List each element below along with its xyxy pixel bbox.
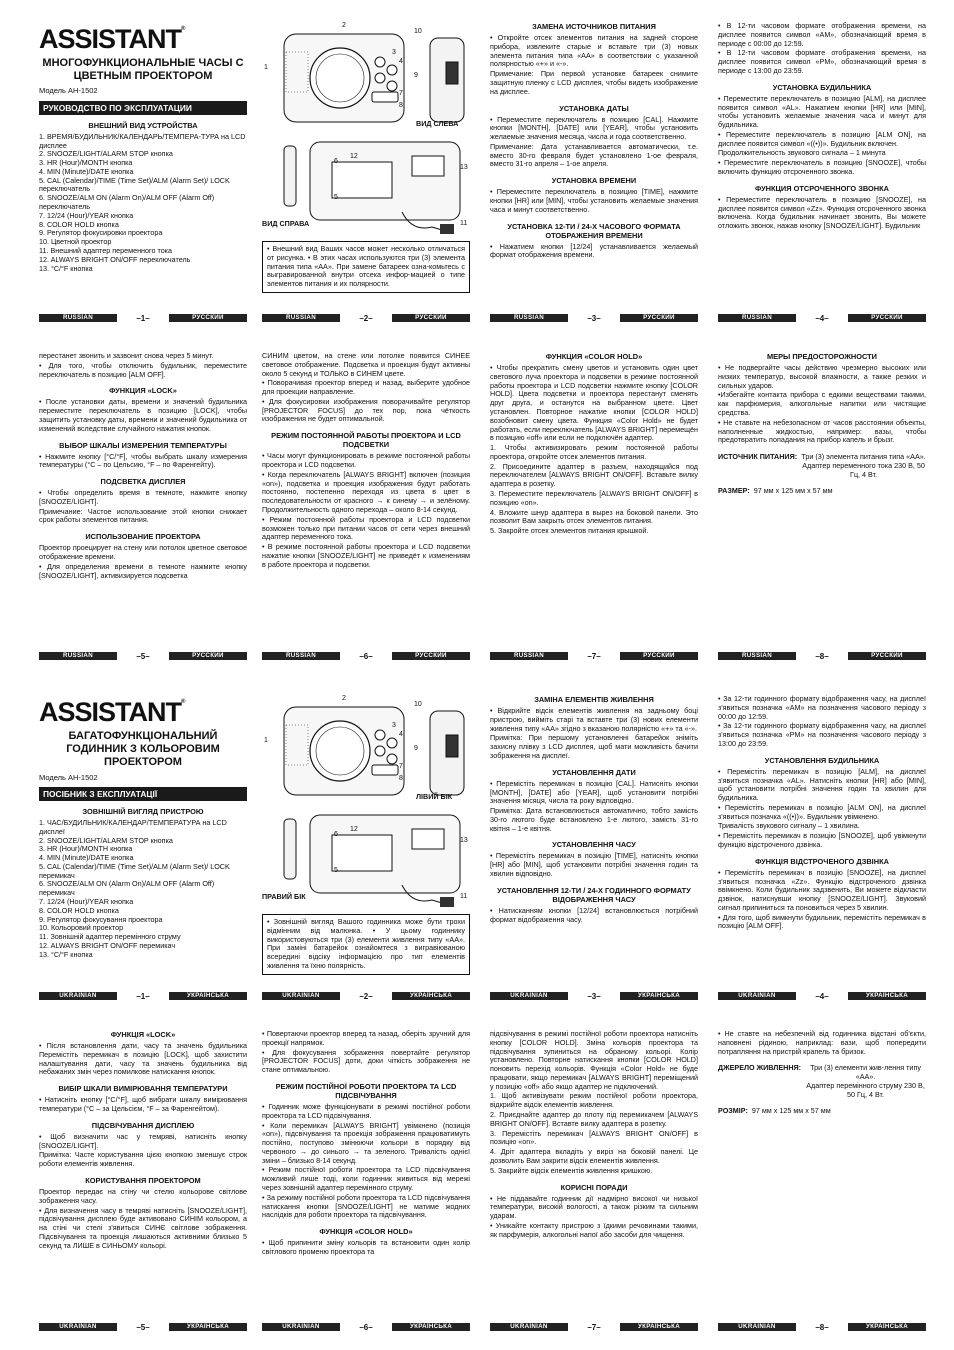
paragraph: • Для фокусировки изображения поворачивайте регулятор [PROJECTOR FOCUS] до тех пор, пока чёткость изображения не будет оптимальной. [262,396,470,424]
parts-list-item: 11. Зовнішній адаптер перемінного струму [39,932,181,942]
section-heading: ФУНКЦИЯ «LOCK» [109,386,177,396]
lang-tag-local: РУССКИЙ [392,652,470,660]
paragraph: перестанет звонить и зазвонит снова через 5 минут. [39,352,214,360]
lang-tag: RUSSIAN [718,314,796,322]
paragraph: 1. Щоб активізувати режим постійної роботи проектора, відкрийте відсік елементів живлення. [490,1091,698,1110]
footer [718,652,926,660]
section-heading: РЕЖИМ ПОСТІЙНОЇ РОБОТИ ПРОЕКТОРА ТА LCD ПІДСВІЧУВАННЯ [275,1081,457,1100]
paragraph: • Не подвергайте часы действию чрезмерно высоких или низких температур, высокой влажности, а также резких и сильных ударов. [718,363,926,390]
ua-page-7 [490,1030,698,1320]
product-title: МНОГОФУНКЦИОНАЛЬНЫЕ ЧАСЫ С ЦВЕТНЫМ ПРОЕКТОРОМ [42,57,244,83]
lang-tag-local: РУССКИЙ [620,652,698,660]
parts-list-item: 2. SNOOZE/LIGHT/ALARM STOP кнопка [39,149,173,159]
section-heading: ПОДСВЕТКА ДИСПЛЕЯ [100,477,186,487]
footer [490,992,698,1000]
paragraph: • В 12-ти часовом формате отображения времени, на дисплее появится символ «PM», обозначающий время в периоде с 13:00 до 23:59. [718,48,926,75]
page-number: –7– [587,1322,601,1332]
footer [718,1323,926,1331]
size-label: РОЗМІР: [718,1106,748,1116]
device-diagram [262,22,470,237]
callout-3: 3 [392,49,396,56]
page-number: –6– [359,651,373,661]
callout-12: 12 [350,153,358,160]
ua-page-2 [262,695,470,985]
view-left-label: ЛІВИЙ БІК [416,792,453,801]
paragraph: • Поворачивая проектор вперед и назад, выберите удобное для проекции направление. [262,378,470,397]
model-number: Модель AH-1502 [39,772,98,782]
paragraph: підсвічування в режимі постійної роботи проектора натисніть кнопку [COLOR HOLD]. Зміна кольорів проектора та підсвічування зупиниться на обраному кольорі. Колір установлено. Повторне натискання кнопки [COLOR HOLD] поновить перехід кольорів. Функція «Color Hold» не буде працювати, якщо перемикач [ALWAYS BRIGHT] переміщений у позицію «off» або якщо адаптер не підключений. [490,1030,698,1091]
power-label: ДЖЕРЕЛО ЖИВЛЕННЯ: [718,1063,802,1073]
paragraph: 2. Приєднайте адаптер до плоту під перемикачем [ALWAYS BRIGHT ON/OFF]. Вставте вилку адаптера в розетку. [490,1110,698,1128]
product-title: БАГАТОФУНКЦІОНАЛЬНИЙ ГОДИННИК З КОЛЬОРОВИМ ПРОЕКТОРОМ [66,730,220,769]
paragraph: • Відкрийте відсік елементів живлення на задньому боці пристрою, вийміть старі та вставте три (3) нових елементи живлення типу «AA» згідно з вказаною полярністю «+» та «-». [490,706,698,733]
footer [39,992,247,1000]
callout-2: 2 [342,695,346,702]
parts-list-item: 6. SNOOZE/ALM ON (Alarm On)/ALM OFF (Alarm Off) переключатель [39,193,215,212]
parts-list-item: 7. 12/24 (Hour)/YEAR кнопка [39,897,134,907]
ua-page-6 [262,1030,470,1320]
lang-tag: UKRAINIAN [490,992,568,1000]
size-spec [718,1107,926,1116]
section-heading: УСТАНОВКА БУДИЛЬНИКА [772,82,872,92]
footer [718,992,926,1000]
callout-10: 10 [414,28,422,35]
paragraph: 5. Закрийте відсік елементів живлення кришкою. [490,1165,653,1175]
section-heading: КОРИСТУВАННЯ ПРОЕКТОРОМ [85,1175,201,1185]
parts-list-item: 3. HR (Hour)/MONTH кнопка [39,844,133,854]
paragraph: • В режиме постоянной работы проектора и LCD подсветки нажатие кнопки [SNOOZE/LIGHT] не приведёт к изменениям в работе проектора и подсветки. [262,542,470,569]
page-number: –4– [815,313,829,323]
note-box: • Внешний вид Ваших часов может несколько отличаться от рисунка. • В этих часах используются три (3) элемента питания типа «AA». При замене батареек озна-комьтесь с выгравированной внутри отсека инфор-мацией о типе элементов питания и их полярности. [262,241,470,293]
lang-tag: UKRAINIAN [718,992,796,1000]
page-number: –3– [587,313,601,323]
paragraph: • Не ставте на небезпечній від годинника відстані об'єкти, наповнені рідиною, наприклад: вази, щоб попередити потрапляння на пристрій крапель та бризок. [718,1030,926,1056]
lang-tag-local: УКРАЇНСЬКА [848,1323,926,1331]
section-heading: ЗАМІНА ЕЛЕМЕНТІВ ЖИВЛЕННЯ [534,695,654,704]
lang-tag-local: РУССКИЙ [169,314,247,322]
paragraph: 5. Закройте отсек элементов питания крышкой. [490,526,649,536]
paragraph: • Режим постійної роботи проектора та LCD підсвічування можливий лише тоді, коли годинник живиться від мережі через зовнішній адаптер перемінного струму. [262,1165,470,1192]
lang-tag-local: РУССКИЙ [169,652,247,660]
lang-tag: UKRAINIAN [39,992,117,1000]
section-heading: УСТАНОВКА 12-ТИ / 24-Х ЧАСОВОГО ФОРМАТА ОТОБРАЖЕНИЯ ВРЕМЕНИ [507,221,681,240]
safety-tips [718,1030,926,1056]
paragraph: • Переместите переключатель в позицию [SNOOZE], чтобы включить функцию отсроченного звонка. [718,158,926,176]
paragraph: •Избегайте контакта прибора с едкими веществами такими, как парфюмерия, алкогольные напитки или чистящие средства. [718,390,926,417]
page-number: –8– [815,1322,829,1332]
lang-tag-local: УКРАЇНСЬКА [620,1323,698,1331]
paragraph: • Перемістіть перемикач в позицію [TIME], натисніть кнопки [HR] або [MIN], щоб установити потрібні значення годин та хвилин відповідно. [490,851,698,879]
ua-page-5 [39,1030,247,1320]
page-number: –5– [136,1322,150,1332]
brand-logo: ASSISTANT® [39,24,186,54]
ru-page-3 [490,22,698,312]
section-heading: КОРИСНІ ПОРАДИ [560,1182,628,1192]
footer [39,314,247,322]
page-number: –2– [359,313,373,323]
callout-6: 6 [334,831,338,838]
brand-logo: ASSISTANT® [39,697,186,727]
footer [490,314,698,322]
view-right-label: ВИД СПРАВА [262,219,310,228]
paragraph: • Щоб припинити зміну кольорів та встановити один колір світлового променю проектора та [262,1238,470,1256]
lang-tag-local: УКРАЇНСЬКА [620,992,698,1000]
footer [262,1323,470,1331]
paragraph: Продолжительность звукового сигнала – 1 минута [718,148,886,158]
ru-page-1 [39,22,247,312]
paragraph: • Нажмите кнопку [°C/°F], чтобы выбрать шкалу измерения температуры (°C – по Цельсию, °F – по Фаренгейту). [39,451,247,470]
parts-list-item: 4. MIN (Minute)/DATE кнопка [39,166,134,176]
paragraph: 2. Присоедините адаптер в разъем, находящийся под переключателем [ALWAYS BRIGHT ON/OFF]. Вставьте вилку адаптера в розетку. [490,461,698,489]
size-value: 97 мм х 125 мм х 57 мм [751,1106,831,1116]
paragraph: • За 12-ти годинного формату відображення часу, на дисплеї з'явиться позначка «PM» на позначення часового періоду з 13:00 до 23:59. [718,721,926,748]
paragraph: • Часы могут функционировать в режиме постоянной работы проектора и LCD подсветки. [262,451,470,470]
paragraph: Примітка: При першому установленні батарейок зніміть захисну плівку з LCD дисплея, щоб мати можливість бачити зображення на дисплеї. [490,733,698,760]
section-heading: ЗАМЕНА ИСТОЧНИКОВ ПИТАНИЯ [532,22,656,31]
paragraph: Примечание: Дата устанавливается автоматически, т.е. вместо 30-го февраля будет установлено 1-ое февраля, вместо 31-го апреля – 1-ое апреля. [490,141,698,169]
lang-tag-local: РУССКИЙ [848,652,926,660]
power-values [805,1064,926,1099]
parts-list-item: 8. COLOR HOLD кнопка [39,219,119,229]
paragraph: 1. Чтобы активизировать режим постоянной работы проектора, откройте отсек элементов питания. [490,443,698,461]
callout-1: 1 [264,64,268,71]
section-heading: УСТАНОВКА ДАТЫ [559,103,629,113]
paragraph: • Перемістіть перемикач в позицію [SNOOZE], на дисплеї з'явиться позначка «Zz». Функцію відстроченого дзвінка ввімкнено. Коли будильник задзвенить, Ви можете відкласти дзвінок, натиснувши кнопку [SNOOZE/LIGHT]. Звуковий сигнал припиниться та поновиться через 5 хвилин. [718,867,926,912]
section-heading: МЕРЫ ПРЕДОСТОРОЖНОСТИ [767,352,877,361]
paragraph: Примечание: Частое использование этой кнопки снижает срок работы элементов питания. [39,506,247,525]
paragraph: • Після встановлення дати, часу та значень будильника Перемістіть перемикач в позицію [LOCK], щоб захистити налаштування дати, часу та значень будильника від небажаних змін через помилкове натискання кнопок. [39,1041,247,1077]
lang-tag-local: УКРАЇНСЬКА [169,1323,247,1331]
footer [718,314,926,322]
clock-illustration [262,695,470,910]
paragraph: • Откройте отсек элементов питания на задней стороне прибора, извлеките старые и вставьте три (3) новых элемента питания типа «AA» в соответствии с указанной полярностью «+» и «-». [490,33,698,69]
callout-9: 9 [414,72,418,79]
lang-tag: RUSSIAN [39,314,117,322]
paragraph: Примечание: При первой установке батареек снимите защитную пленку с LCD дисплея, чтобы видеть изображение на дисплее. [490,69,698,96]
paragraph: • Переместите переключатель в позицию [CAL]. Нажмите кнопки [MONTH], [DATE] или [YEAR], чтобы установить желаемые значения месяца, числа и года соответственно. [490,114,698,142]
callout-13: 13 [460,164,468,171]
paragraph: • Перемістіть перемикач в позицію [SNOOZE], щоб увімкнути функцію відстроченого дзвінка. [718,831,926,849]
lang-tag: RUSSIAN [718,652,796,660]
parts-list-item: 10. Кольоровий проектор [39,923,124,933]
callout-2: 2 [342,22,346,29]
power-spec [718,1064,926,1099]
ru-page-4 [718,22,926,312]
paragraph: • Когда переключатель [ALWAYS BRIGHT] включен (позиция «on»), подсветка и проекция изображения будут работать постоянно, постепенно переходя из цвета в цвет в последовательности от красного → к синему → и зелёному. Продолжительность одного перехода – около 8-14 секунд. [262,469,470,514]
power-spec [718,453,926,479]
device-diagram [262,695,470,910]
lang-tag: UKRAINIAN [262,992,340,1000]
ru-page-2 [262,22,470,312]
parts-list-item: 4. MIN (Minute)/DATE кнопка [39,853,134,863]
ru-page-8 [718,352,926,648]
callout-1: 1 [264,737,268,744]
parts-list-item: 13. °C/°F кнопка [39,263,93,273]
footer [262,652,470,660]
page-number: –3– [587,991,601,1001]
lang-tag-local: УКРАЇНСЬКА [392,1323,470,1331]
paragraph: • Для того, щоб вимкнути будильник, перемістіть перемикач в позицію [ALM OFF]. [718,912,926,931]
paragraph: Проектор передає на стіну чи стелю кольорове світлове зображення часу. [39,1186,247,1205]
paragraph: 4. Дріт адаптера вкладіть у виріз на боковій панелі. Це дозволить Вам закрити відсік елементів живлення. [490,1147,698,1165]
paragraph: • Для фокусування зображення повертайте регулятор [PROJECTOR FOCUS] доти, доки чіткість зображення не стане оптимальною. [262,1047,470,1075]
paragraph: Проектор проецирует на стену или потолок цветное световое отображение времени. [39,543,247,562]
paragraph: • Уникайте контакту пристрою з їдкими речовинами такими, як парфумерія, алкогольні напої або засоби для чищення. [490,1220,698,1239]
ru-page-6 [262,352,470,648]
page-number: –4– [815,991,829,1001]
section-heading: ВИБІР ШКАЛИ ВИМІРЮВАННЯ ТЕМПЕРАТУРИ [58,1084,228,1094]
section-heading: ПІДСВІЧУВАННЯ ДИСПЛЕЮ [91,1120,195,1130]
parts-list-item: 6. SNOOZE/ALM ON (Alarm On)/ALM OFF (Alarm Off) перемикач [39,879,215,898]
parts-list-item: 11. Внешний адаптер переменного тока [39,245,172,255]
callout-10: 10 [414,701,422,708]
section-heading: ВНЕШНИЙ ВИД УСТРОЙСТВА [88,120,198,130]
paragraph: • Натисканням кнопки [12/24] встановлюється потрібний формат відображення часу. [490,905,698,924]
paragraph: 3. Перемістіть перемикач [ALWAYS BRIGHT ON/OFF] в позицію «on». [490,1128,698,1147]
size-value: 97 мм х 125 мм х 57 мм [753,486,833,496]
paragraph: • Перемістіть перемикач в позицію [ALM], на дисплеї з'явиться позначка «AL». Натисніть кнопки [HR] або [MIN], щоб установити потрібні значення годин та хвилин для будильника. [718,766,926,803]
paragraph: • Не ставьте на небезопасном от часов расстоянии объекты, наполненные жидкостью, например: вазы, чтобы предотвратить попадания на прибор капель и брызг. [718,417,926,445]
footer [39,652,247,660]
section-heading: УСТАНОВКА ВРЕМЕНИ [551,176,637,186]
paragraph: • После установки даты, времени и значений будильника переместите переключатель в позицию [LOCK], чтобы защитить установку даты, времени и значений будильника от изменений вследствие случайного нажатия кнопок. [39,397,247,433]
paragraph: • Не піддавайте годинник дії надмірно високої чи низької температури, високій вологості, а також різким та сильним ударам. [490,1193,698,1221]
page-number: –8– [815,651,829,661]
callout-7: 7 [399,90,403,97]
callout-7: 7 [399,763,403,770]
lang-tag: UKRAINIAN [718,1323,796,1331]
parts-list-item: 13. °C/°F кнопка [39,949,93,959]
parts-list-item: 2. SNOOZE/LIGHT/ALARM STOP кнопка [39,835,173,845]
lang-tag-local: УКРАЇНСЬКА [848,992,926,1000]
parts-list-item: 8. COLOR HOLD кнопка [39,905,119,915]
model-number: Модель AH-1502 [39,86,98,96]
parts-list-item: 10. Цветной проектор [39,237,112,247]
paragraph: СИНИМ цветом, на стене или потолке появится СИНЕЕ световое отображение. Подсветка и проекция будут активны около 5 секунд и ТОЛЬКО в СИНЕМ цвете. [262,352,470,378]
page-number: –1– [136,991,150,1001]
paragraph: • Щоб визначити час у темряві, натисніть кнопку [SNOOZE/LIGHT]. [39,1131,247,1150]
power-label: ИСТОЧНИК ПИТАНИЯ: [718,452,798,462]
paragraph: • Переместите переключатель в позицию [ALM], на дисплее появится символ «AL». Нажатием кнопки [HR] или [MIN], чтобы установить желаемые значения часа и минут для будильника. [718,93,926,130]
size-spec [718,487,926,496]
paragraph: • Перемістіть перемикач в позицію [CAL]. Натисніть кнопки [MONTH], [DATE] або [YEAR], щоб установити потрібні значення місяця, числа та року відповідно. [490,778,698,806]
ru-page-7 [490,352,698,648]
precautions [718,352,926,445]
paragraph: • Перемістіть перемикач в позицію [ALM ON], на дисплеї з'явиться позначка «((•))». Будильник увімкнено. [718,802,926,821]
paragraph: • Переместите переключатель в позицию [TIME], нажмите кнопки [HR] или [MIN], чтобы установить желаемые значения часа и минут соответственно. [490,187,698,214]
parts-list [39,133,247,274]
ua-page-4 [718,695,926,985]
lang-tag: UKRAINIAN [490,1323,568,1331]
page-number: –5– [136,651,150,661]
footer [39,1323,247,1331]
callout-8: 8 [399,775,403,782]
section-heading: УСТАНОВЛЕННЯ БУДИЛЬНИКА [764,755,880,765]
callout-11: 11 [460,893,468,900]
lang-tag: UKRAINIAN [39,1323,117,1331]
callout-5: 5 [334,194,338,201]
lang-tag: RUSSIAN [490,314,568,322]
parts-list-item: 9. Регулятор фокусування проектора [39,914,163,924]
paragraph: • За режиму постійної роботи проектора та LCD підсвічування натискання кнопки [SNOOZE/LIGHT] не матиме жодних наслідків для роботи проектора та підсвічування. [262,1192,470,1220]
paragraph: Примітка: Часте користування цією кнопкою зменшує строк роботи елементів живлення. [39,1150,247,1169]
callout-8: 8 [399,102,403,109]
lang-tag-local: РУССКИЙ [392,314,470,322]
footer [262,314,470,322]
ua-page-3 [490,695,698,985]
callout-11: 11 [460,220,468,227]
paragraph: Тривалість звукового сигналу – 1 хвилина. [718,821,860,831]
section-heading: ИСПОЛЬЗОВАНИЕ ПРОЕКТОРА [85,532,201,542]
power-values [801,453,926,479]
section-heading: ФУНКЦІЯ ВІДСТРОЧЕНОГО ДЗВІНКА [755,856,889,866]
paragraph: Примітка: Дата встановлюється автоматично, тобто замість 30-го лютого буде встановлено 1-е лютого, замість 31-го квітня – 1-е квітня. [490,806,698,833]
callout-4: 4 [399,731,403,738]
paragraph: • Режим постоянной работы проектора и LCD подсветки возможен только при питании часов от сети через внешний адаптер переменного тока. [262,514,470,542]
lang-tag-local: УКРАЇНСЬКА [392,992,470,1000]
callout-4: 4 [399,58,403,65]
paragraph: • В 12-ти часовом формате отображения времени, на дисплее появится символ «AM», обозначающий время в периоде с 00:00 до 12:59. [718,22,926,48]
section-heading: УСТАНОВЛЕННЯ 12-ТИ / 24-Х ГОДИННОГО ФОРМАТУ ВІДОБРАЖЕННЯ ЧАСУ [497,885,691,904]
paragraph: • Для визначення часу в темряві натисніть [SNOOZE/LIGHT], підсвічування дисплею буде активовано СИНІМ кольором, а на стіні чи стелі з'явиться СИНЄ світлове зображення. Підсвічування та проекція лишаються активними близько 5 секунд та ЛИШЕ в СИНЬОМУ кольорі. [39,1205,247,1250]
section-heading: РЕЖИМ ПОСТОЯННОЙ РАБОТЫ ПРОЕКТОРА И LCD ПОДСВЕТКИ [271,431,461,450]
view-right-label: ПРАВИЙ БІК [262,892,306,901]
parts-list-item: 7. 12/24 (Hour)/YEAR кнопка [39,210,134,220]
lang-tag: UKRAINIAN [262,1323,340,1331]
section-heading: ФУНКЦИЯ ОТСРОЧЕННОГО ЗВОНКА [755,183,889,193]
page-number: –1– [136,313,150,323]
section-heading: ФУНКЦИЯ «COLOR HOLD» [545,352,643,361]
guide-heading: РУКОВОДСТВО ПО ЭКСПЛУАТАЦИИ [39,101,247,115]
section-heading: ФУНКЦІЯ «LOCK» [110,1030,176,1039]
footer [490,652,698,660]
page-number: –2– [359,991,373,1001]
footer [490,1323,698,1331]
paragraph: • Повертаючи проектор вперед та назад, оберіть зручний для проекції напрямок. [262,1030,470,1047]
page-number: –7– [587,651,601,661]
power-value: Адаптер переменного тока 230 В, 50 Гц, 4 Вт. [802,460,925,479]
clock-illustration [262,22,470,237]
paragraph: • Переместите переключатель в позицию [ALM ON], на дисплее появится символ «((•))». Будильник включен. [718,129,926,148]
ua-page-8 [718,1030,926,1320]
paragraph: • Чтобы определить время в темноте, нажмите кнопку [SNOOZE/LIGHT]. [39,488,247,506]
ru-page-5 [39,352,247,648]
paragraph: • Переместите переключатель в позицию [SNOOZE], на дисплее появится символ «Zz». Функция отсроченного звонка включена. Когда будильник начинает звонить, Вы можете отложить звонок, нажав кнопку [SNOOZE/LIGHT]. Будильник [718,194,926,231]
section-heading: ЗОВНІШНІЙ ВИГЛЯД ПРИСТРОЮ [82,806,204,816]
note-box: • Зовнішній вигляд Вашого годинника може бути трохи відмінним від малюнка. • У цьому годиннику використовуються три (3) елементи живлення типу «AA». При заміні батарейок ознайомтеся з вигравіюваною всередині відсіку інформацією про тип елементів живлення та їхню полярність. [262,914,470,975]
parts-list-item: 5. CAL (Calendar)/TIME (Time Set)/ALM (Alarm Set)/ LOCK переключатель [39,175,230,194]
parts-list-item: 1. ЧАС/БУДИЛЬНИК/КАЛЕНДАР/ТЕМПЕРАТУРА на LCD дисплеї [39,817,227,836]
callout-9: 9 [414,745,418,752]
callout-6: 6 [334,158,338,165]
section-heading: ФУНКЦІЯ «COLOR HOLD» [319,1227,413,1237]
paragraph: • Коли перемикач [ALWAYS BRIGHT] увімкнено (позиція «on»), підсвічування та проекція зображення працюватимуть постійно, поступово змінюючи кольори в порядку від червоного → до синього → та зеленого. Тривалість однієї зміни – близько 8-14 секунд. [262,1120,470,1165]
power-value: Адаптер перемінного струму 230 В, 50 Гц, 4 Вт. [806,1080,925,1099]
paragraph: • Для определения времени в темноте нажмите кнопку [SNOOZE/LIGHT], активизируется подсветка [39,561,247,580]
lang-tag: RUSSIAN [262,314,340,322]
callout-5: 5 [334,867,338,874]
paragraph: • Чтобы прекратить смену цветов и установить один цвет светового луча проектора и подсветки в режиме постоянной работы проектора и LCD подсветки нажмите кнопку [COLOR HOLD]. Цвета подсветки и проектора перестанут сменять друг друга, и останутся на выбранном цвете. Цвет установлен. Повторное нажатие кнопки [COLOR HOLD] возобновит смену цвета. Функция «Color Hold» не будет работать, если переключатель [ALWAYS BRIGHT] перемещён в позицию «off» или если не подключён адаптер. [490,363,698,443]
paragraph: • Для того, чтобы отключить будильник, переместите переключатель в позицию [ALM OFF]. [39,360,247,379]
size-label: РАЗМЕР: [718,486,750,496]
parts-list [39,819,247,960]
paragraph: • За 12-ти годинного формату відображення часу, на дисплеї з'явиться позначка «AM» на позначення часового періоду з 00:00 до 12:59. [718,695,926,721]
lang-tag: RUSSIAN [490,652,568,660]
paragraph: 3. Переместите переключатель [ALWAYS BRIGHT ON/OFF] в позицию «on». [490,488,698,507]
power-value: Три (3) елементи жив-лення типу «AA». [810,1063,921,1082]
lang-tag: RUSSIAN [39,652,117,660]
section-heading: ВЫБОР ШКАЛЫ ИЗМЕРЕНИЯ ТЕМПЕРАТУРЫ [59,440,227,450]
lang-tag-local: РУССКИЙ [848,314,926,322]
lang-tag-local: РУССКИЙ [620,314,698,322]
footer [262,992,470,1000]
power-value: Три (3) элемента питания типа «AA». [801,452,926,462]
parts-list-item: 3. HR (Hour)/MONTH кнопка [39,158,133,168]
parts-list-item: 5. CAL (Calendar)/TIME (Time Set)/ALM (Alarm Set)/ LOCK перемикач [39,861,230,880]
callout-3: 3 [392,722,396,729]
lang-tag-local: УКРАЇНСЬКА [169,992,247,1000]
guide-heading: ПОСІБНИК З ЕКСПЛУАТАЦІЇ [39,787,247,801]
paragraph: • Годинник може функціонувати в режимі постійної роботи проектора та LCD підсвічування. [262,1101,470,1120]
paragraph: • Нажатием кнопки [12/24] устанавливается желаемый формат отображения времени. [490,241,698,260]
ua-page-1 [39,695,247,985]
parts-list-item: 9. Регулятор фокусировки проектора [39,228,163,238]
callout-12: 12 [350,826,358,833]
page-number: –6– [359,1322,373,1332]
section-heading: УСТАНОВЛЕННЯ ДАТИ [552,767,636,777]
lang-tag: RUSSIAN [262,652,340,660]
paragraph: • Натисніть кнопку [°C/°F], щоб вибрати шкалу вимірювання температури (°C – за Цельсієм, °F – за Фаренгейтом). [39,1095,247,1113]
view-left-label: ВИД СЛЕВА [416,119,459,128]
parts-list-item: 1. ВРЕМЯ/БУДИЛЬНИК/КАЛЕНДАРЬ/ТЕМПЕРА-ТУРА на LCD дисплее [39,131,246,150]
parts-list-item: 12. ALWAYS BRIGHT ON/OFF перемикач [39,940,176,950]
callout-13: 13 [460,837,468,844]
paragraph: 4. Вложите шнур адаптера в вырез на боковой панели. Это позволит Вам закрыть отсек элементов питания. [490,507,698,526]
parts-list-item: 12. ALWAYS BRIGHT ON/OFF переключатель [39,254,191,264]
section-heading: УСТАНОВЛЕННЯ ЧАСУ [552,840,636,850]
